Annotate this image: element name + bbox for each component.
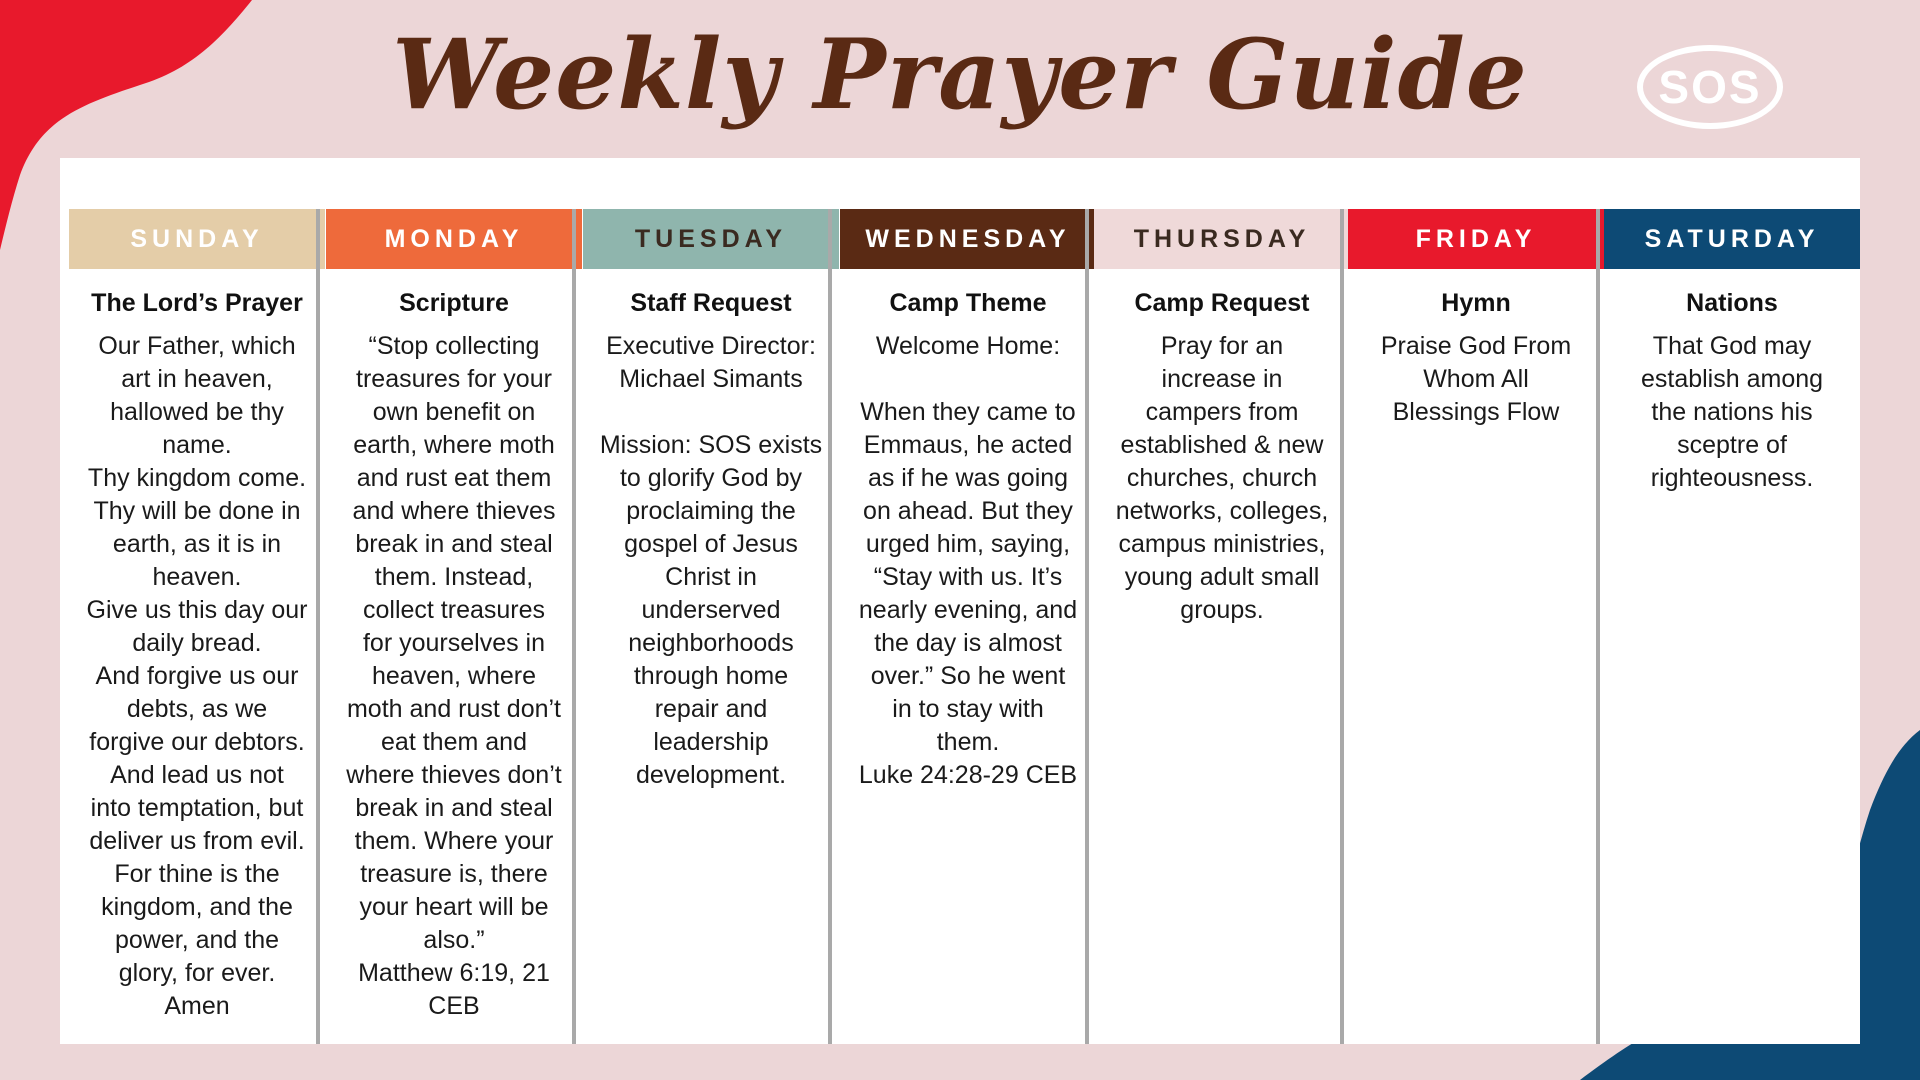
day-topic: Hymn	[1441, 289, 1511, 317]
day-header: THURSDAY	[1094, 209, 1350, 269]
day-topic: The Lord’s Prayer	[91, 289, 303, 317]
day-column-friday	[1348, 209, 1604, 1044]
day-topic: Camp Request	[1134, 289, 1310, 317]
day-column-saturday	[1604, 209, 1860, 1044]
day-column-tuesday	[583, 209, 839, 1044]
day-text: That God may establish among the nations his sceptre of righteousness.	[1640, 332, 1824, 492]
column-divider	[316, 209, 320, 1044]
page-title: Weekly Prayer Guide	[392, 18, 1528, 131]
day-header: FRIDAY	[1348, 209, 1604, 269]
day-text: Praise God From Whom All Blessings Flow	[1380, 332, 1572, 426]
day-topic: Staff Request	[630, 289, 792, 317]
column-divider	[1596, 209, 1600, 1044]
day-column-wednesday	[840, 209, 1096, 1044]
day-header: SATURDAY	[1604, 209, 1860, 269]
day-header: WEDNESDAY	[840, 209, 1096, 269]
day-topic: Scripture	[399, 289, 509, 317]
prayer-guide-card	[60, 158, 1860, 1044]
day-text: “Stop collecting treasures for your own benefit on earth, where moth and rust eat them and where thieves break in and steal them. Instead, collect treasures for yourselves in heaven, where moth and rust don’t eat them and where thieves don’t break in and steal them. Where your treasure is, there your heart will be also.” Matthew 6:19, 21 CEB	[346, 332, 562, 1020]
day-text: Welcome Home: When they came to Emmaus, he acted as if he was going on ahead. But they urged him, saying, “Stay with us. It’s nearly evening, and the day is almost over.” So he went in to stay with them. Luke 24:28-29 CEB	[858, 332, 1078, 789]
column-divider	[1085, 209, 1089, 1044]
day-header: MONDAY	[326, 209, 582, 269]
day-text: Pray for an increase in campers from established & new churches, church networks, colleges, campus ministries, young adult small groups.	[1115, 332, 1329, 624]
day-topic: Nations	[1686, 289, 1778, 317]
day-header: TUESDAY	[583, 209, 839, 269]
day-text: Our Father, which art in heaven, hallowed be thy name. Thy kingdom come. Thy will be done in earth, as it is in heaven. Give us this day our daily bread. And forgive us our debts, as we forgive our debtors. And lead us not into temptation, but deliver us from evil. For thine is the kingdom, and the power, and the glory, for ever. Amen	[86, 332, 308, 1020]
day-column-sunday	[69, 209, 325, 1044]
day-header: SUNDAY	[69, 209, 325, 269]
column-divider	[572, 209, 576, 1044]
day-text: Executive Director: Michael Simants Mission: SOS exists to glorify God by proclaiming the gospel of Jesus Christ in underserved neighborhoods through home repair and leadership development.	[599, 332, 823, 789]
day-column-thursday	[1094, 209, 1350, 1044]
day-topic: Camp Theme	[889, 289, 1047, 317]
column-divider	[1340, 209, 1344, 1044]
logo-text: SOS	[1658, 61, 1762, 113]
day-column-monday	[326, 209, 582, 1044]
sos-logo	[1637, 45, 1783, 129]
column-divider	[828, 209, 832, 1044]
